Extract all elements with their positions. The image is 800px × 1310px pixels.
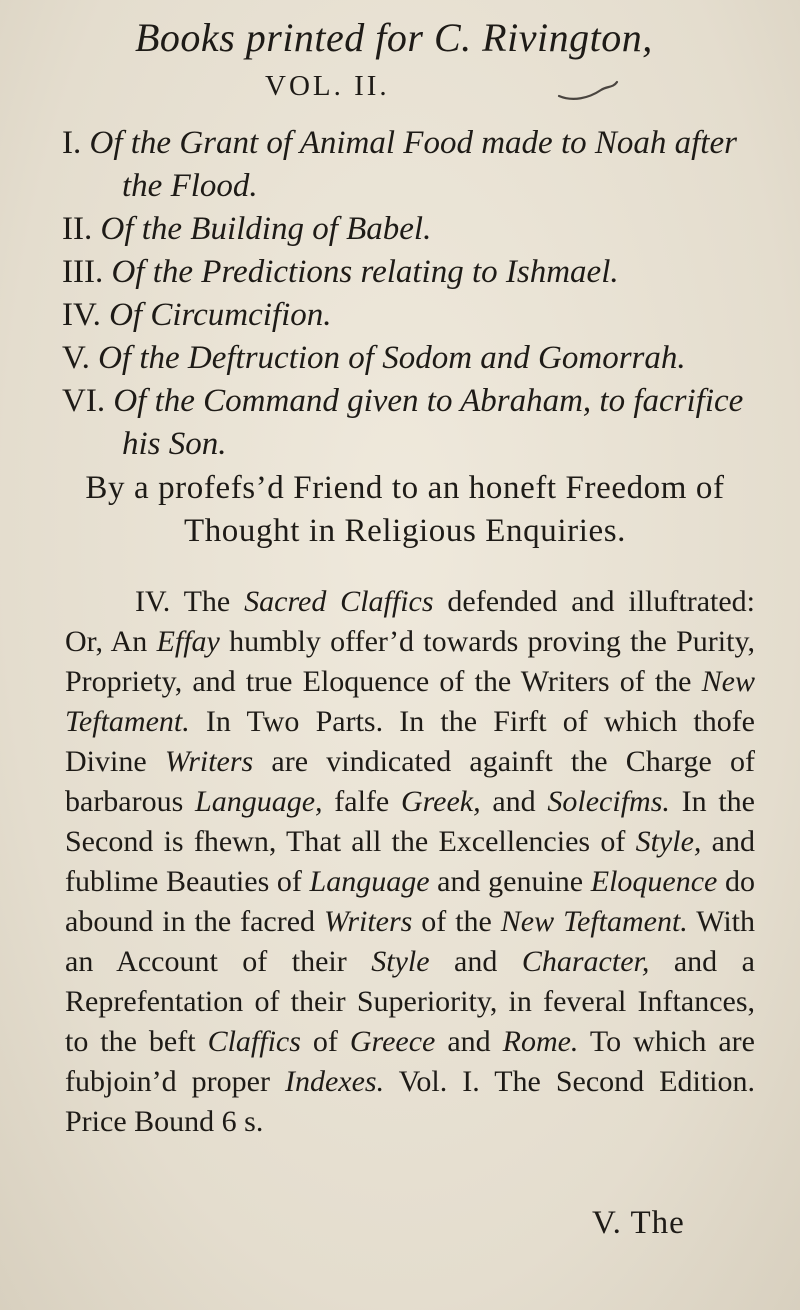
entry-italic-text: Sacred Claffics <box>244 585 434 618</box>
item-text: Of the Deftruction of Sodom and Gomorrah. <box>98 340 686 376</box>
item-text: Of the Predictions relating to Ishmael. <box>111 254 619 290</box>
entry-italic-text: Effay <box>156 625 220 658</box>
catchword: V. The <box>592 1205 685 1241</box>
entry-italic-text: New Teftament. <box>500 905 688 938</box>
entry-text: of <box>300 1025 350 1058</box>
entry-italic-text: Language, <box>195 785 323 818</box>
entry-italic-text: Indexes. <box>284 1065 385 1098</box>
entry-italic-text: Claffics <box>207 1025 301 1058</box>
entry-text: and genuine <box>429 865 591 898</box>
entry-italic-text: Writers <box>164 745 254 778</box>
book-entry-paragraph <box>65 582 755 1142</box>
item-number: V. <box>62 340 90 376</box>
entry-italic-text: Rome. <box>502 1025 579 1058</box>
entry-text: and <box>429 945 522 978</box>
entry-text: of the <box>412 905 501 938</box>
entry-text: and a Reprefentation of their Superiority, in feveral Inftances, to the beft <box>65 945 755 1058</box>
entry-text: and <box>480 785 548 818</box>
contents-item <box>62 122 762 208</box>
chapter-contents-list <box>62 122 762 466</box>
entry-text: In Two Parts. In the Firft of which thofe Divine <box>65 705 755 778</box>
entry-text: humbly offer’d towards proving the Purity, Propriety, and true Eloquence of the Writers of the <box>65 625 756 698</box>
item-text: Of the Command given to Abraham, to facrifice his Son. <box>113 383 744 462</box>
entry-italic-text: Style, <box>635 825 702 858</box>
entry-italic-text: Greece <box>349 1025 436 1058</box>
entry-italic-text: Character, <box>521 945 650 978</box>
entry-text: do abound in the facred <box>65 865 756 938</box>
contents-item <box>62 294 762 337</box>
item-text: Of the Building of Babel. <box>100 211 432 247</box>
item-number: II. <box>62 211 93 247</box>
contents-item <box>62 337 762 380</box>
entry-italic-text: Language <box>309 865 430 898</box>
entry-italic-text: Greek, <box>400 785 481 818</box>
entry-text: and <box>435 1025 503 1058</box>
entry-italic-text: Style <box>371 945 430 978</box>
ink-flourish-mark <box>555 76 625 110</box>
author-heading: By a profefs’d Friend to an honeft Freedom of Thought in Religious Enquiries. <box>85 470 725 549</box>
entry-text: In the Second is fhewn, That all the Excellencies of <box>65 785 755 858</box>
item-number: VI. <box>62 383 106 419</box>
contents-item <box>62 208 762 251</box>
running-head: Books printed for C. Rivington, <box>135 15 653 60</box>
volume-mark: VOL. II. <box>265 70 390 102</box>
item-number: III. <box>62 254 104 290</box>
entry-text: and fublime Beauties of <box>65 825 755 898</box>
item-text: Of the Grant of Animal Food made to Noah after the Flood. <box>89 125 737 204</box>
entry-text: defended and illuftrated: Or, An <box>65 585 755 658</box>
entry-italic-text: Writers <box>323 905 413 938</box>
entry-text: With an Account of their <box>65 905 755 978</box>
item-text: Of Circumcifion. <box>109 297 332 333</box>
entry-text: falfe <box>322 785 401 818</box>
entry-text: are vindicated againft the Charge of barbarous <box>65 745 756 818</box>
entry-text: To which are fubjoin’d proper <box>65 1025 755 1098</box>
item-number: IV. <box>62 297 101 333</box>
entry-italic-text: Solecifms. <box>547 785 670 818</box>
entry-text: IV. The <box>135 585 245 618</box>
entry-italic-text: Eloquence <box>590 865 718 898</box>
entry-text: Vol. I. The Second Edition. Price Bound 6 s. <box>65 1065 756 1138</box>
contents-item <box>62 380 762 466</box>
entry-italic-text: New Teftament. <box>65 665 755 738</box>
contents-item <box>62 251 762 294</box>
item-number: I. <box>62 125 82 161</box>
